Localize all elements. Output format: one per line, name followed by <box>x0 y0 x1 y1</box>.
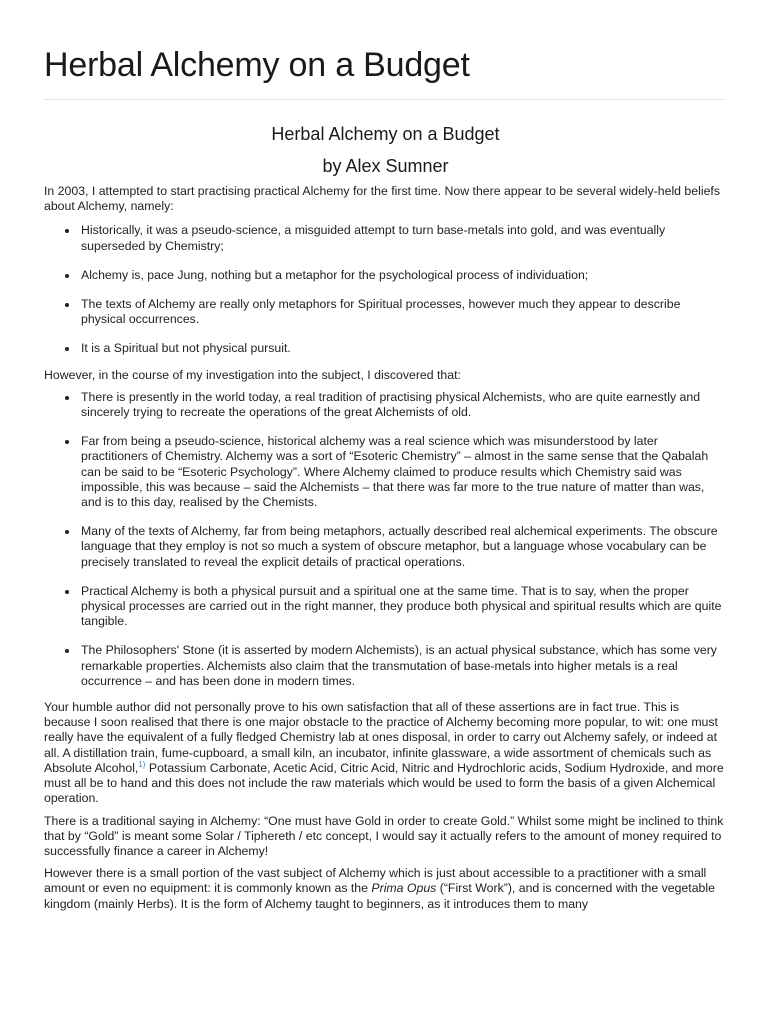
gold-saying-paragraph: There is a traditional saying in Alchemy: “One must have Gold in order to create Gold.” Whilst some might be inclined to think that by “Gold” is meant some Solar / Tiphereth / etc concept, I would say it actually refers to the amount of money required to successfully finance a career in Alchemy! <box>44 813 724 858</box>
prima-opus-text-continued: (“First Work”), and is concerned with the vegetable kingdom (mainly Herbs). It is the form of Alchemy taught to beginners, as it introduces them to many <box>44 881 715 911</box>
list-item-text: The texts of Alchemy are really only metaphors for Spiritual processes, however much they appear to describe physical occurrences. <box>81 297 681 327</box>
prima-opus-paragraph <box>44 866 727 912</box>
bullet-icon <box>65 590 69 594</box>
list-item-text: Historically, it was a pseudo-science, a misguided attempt to turn base-metals into gold, and was eventually superseded by Chemistry; <box>81 223 666 253</box>
footnote-link[interactable]: 1) <box>138 759 146 769</box>
article-body <box>44 118 727 919</box>
equipment-text-continued: Potassium Carbonate, Acetic Acid, Citric Acid, Nitric and Hydrochloric acids, Sodium Hydroxide, and more must all be to hand and this does not include the raw materials which would be used to form the basis of a given Alchemical operation. <box>44 760 724 806</box>
list-item <box>81 434 727 510</box>
list-item <box>81 341 727 356</box>
list-item <box>81 524 727 570</box>
list-item <box>81 223 727 253</box>
prima-opus-term: Prima Opus <box>371 881 437 896</box>
bullet-icon <box>65 347 69 351</box>
page-title: Herbal Alchemy on a Budget <box>44 46 470 84</box>
bullet-icon <box>65 649 69 653</box>
bullet-icon <box>65 440 69 444</box>
bullet-icon <box>65 229 69 233</box>
discoveries-list <box>44 390 727 689</box>
list-item <box>81 643 727 689</box>
list-item-text: Practical Alchemy is both a physical pursuit and a spiritual one at the same time. That is to say, when the proper physical processes are carried out in the right manner, they produce both physical and spiritual results which are quite tangible. <box>81 583 722 629</box>
bullet-icon <box>65 274 69 278</box>
prima-opus-text: However there is a small portion of the vast subject of Alchemy which is just about accessible to a practitioner with a small amount or even no equipment: it is commonly known as the <box>44 866 707 896</box>
article-title: Herbal Alchemy on a Budget <box>271 124 500 144</box>
list-item <box>81 584 727 630</box>
discovery-intro-paragraph: However, in the course of my investigation into the subject, I discovered that: <box>44 367 461 382</box>
list-item-text: Many of the texts of Alchemy, far from being metaphors, actually described real alchemical experiments. The obscure language that they employ is not so much a system of obscure metaphor, but a language whose vocabulary can be precisely translated to reveal the explicit details of practical operations. <box>81 524 718 569</box>
bullet-icon <box>65 396 69 400</box>
list-item-text: The Philosophers' Stone (it is asserted by modern Alchemists), is an actual physical substance, which has some very remarkable properties. Alchemists also claim that the transmutation of base-metals into higher metals is a real occurrence – and has been done in modern times. <box>81 643 717 688</box>
bullet-icon <box>65 303 69 307</box>
list-item <box>81 297 727 327</box>
equipment-text: Your humble author did not personally prove to his own satisfaction that all of these assertions are in fact true. This is because I soon realised that there is one major obstacle to the practice of Alchemy becoming more popular, to wit: one must really have the equivalent of a fully fledged Chemistry lab at ones disposal, in order to carry out Alchemy safely, or indeed at all. A distillation train, fume-cupboard, a small kiln, an incubator, infinite glassware, a wide assortment of chemicals such as Absolute Alcohol, <box>44 700 718 775</box>
list-item-text: There is presently in the world today, a real tradition of practising physical Alchemists, who are quite earnestly and sincerely trying to recreate the operations of the great Alchemists of old. <box>81 389 701 420</box>
equipment-paragraph <box>44 700 727 806</box>
title-divider <box>44 99 725 100</box>
beliefs-list <box>44 223 727 356</box>
list-item-text: It is a Spiritual but not physical pursuit. <box>81 341 291 356</box>
list-item-text: Far from being a pseudo-science, historical alchemy was a real science which was misunderstood by later practitioners of Chemistry. Alchemy was a sort of “Esoteric Chemistry” – almost in the same sense that the Qabalah can be said to be “Esoteric Psychology”. Where Alchemy claimed to produce results which Chemistry said was impossible, this was because – said the Alchemists – that there was far more to the true nature of matter than was, and is to this day, realised by the Chemists. <box>81 434 709 510</box>
bullet-icon <box>65 530 69 534</box>
intro-paragraph: In 2003, I attempted to start practising practical Alchemy for the first time. Now there appear to be several widely-held beliefs about Alchemy, namely: <box>44 184 720 214</box>
article-author: by Alex Sumner <box>322 156 449 176</box>
list-item <box>81 390 727 420</box>
list-item-text: Alchemy is, pace Jung, nothing but a metaphor for the psychological process of individuation; <box>81 267 589 282</box>
list-item <box>81 268 727 283</box>
